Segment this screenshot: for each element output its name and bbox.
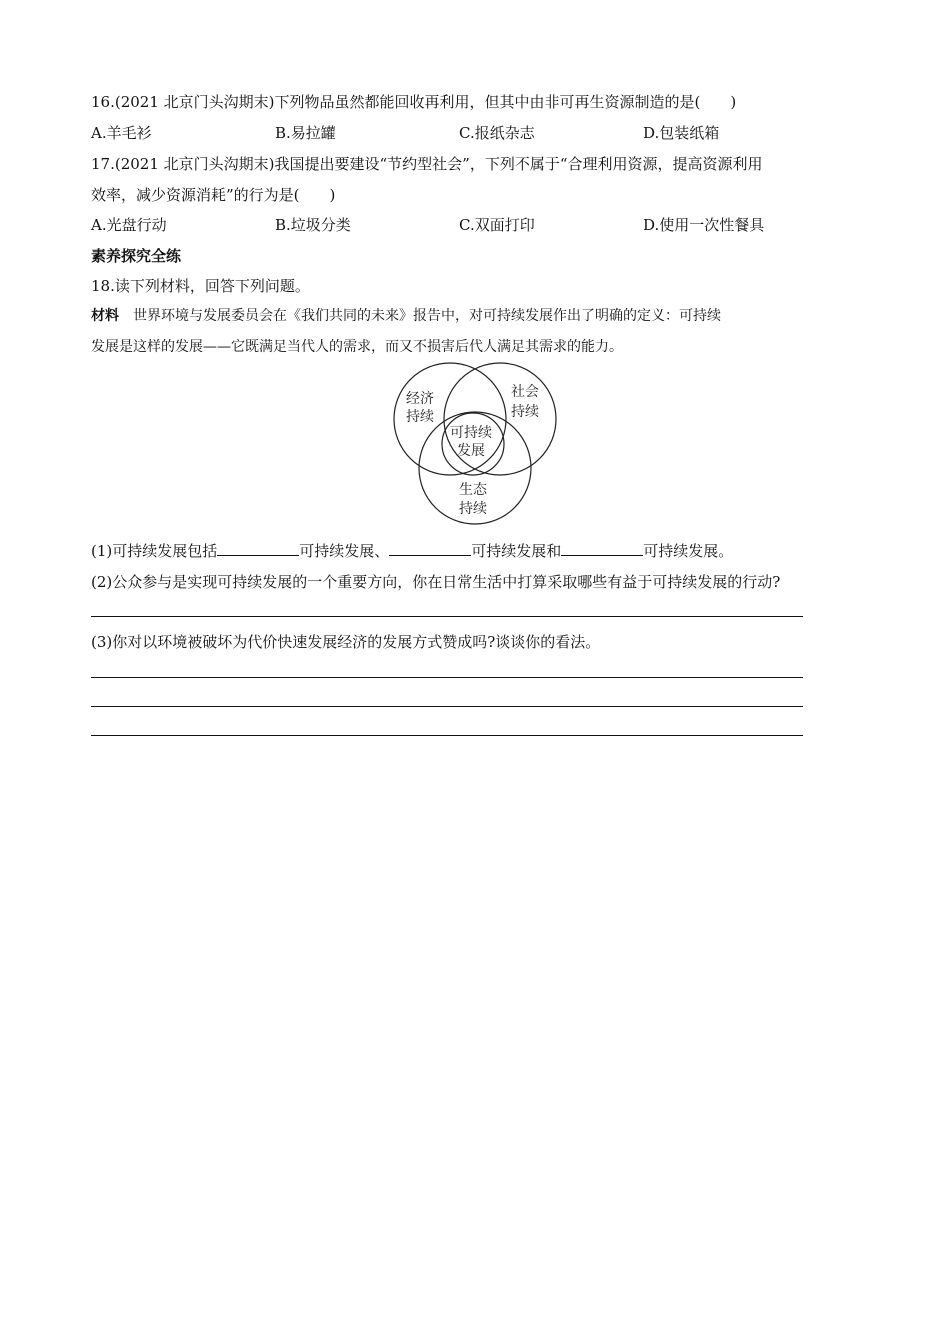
q18-sub1 bbox=[91, 541, 733, 561]
venn-ecology-label-2: 持续 bbox=[459, 501, 487, 517]
material-line1 bbox=[91, 306, 721, 326]
sub1-text-3: 可持续发展和 bbox=[471, 542, 562, 560]
blank-1[interactable] bbox=[217, 541, 299, 556]
q18-sub3: (3)你对以环境被破坏为代价快速发展经济的发展方式赞成吗?谈谈你的看法。 bbox=[91, 633, 601, 651]
section-title: 素养探究全练 bbox=[91, 247, 182, 265]
venn-center-label-2: 发展 bbox=[457, 443, 485, 459]
venn-economy-label-1: 经济 bbox=[406, 391, 434, 407]
q16-option-d[interactable]: D.包装纸箱 bbox=[643, 124, 720, 142]
answer-line-3[interactable] bbox=[91, 706, 803, 707]
venn-society-label-2: 持续 bbox=[511, 404, 539, 420]
material-text-1: 世界环境与发展委员会在《我们共同的未来》报告中，对可持续发展作出了明确的定义：可持续 bbox=[133, 308, 721, 324]
q18-stem: 18.读下列材料，回答下列问题。 bbox=[91, 277, 310, 295]
material-line2: 发展是这样的发展——它既满足当代人的需求，而又不损害后代人满足其需求的能力。 bbox=[91, 339, 623, 355]
answer-line-1[interactable] bbox=[91, 616, 803, 617]
q16-option-b[interactable]: B.易拉罐 bbox=[275, 124, 336, 142]
q17-option-d[interactable]: D.使用一次性餐具 bbox=[643, 216, 765, 234]
q17-option-c[interactable]: C.双面打印 bbox=[459, 216, 535, 234]
sub1-text-1: (1)可持续发展包括 bbox=[91, 542, 218, 560]
q16-option-a[interactable]: A.羊毛衫 bbox=[91, 124, 152, 142]
sub1-text-2: 可持续发展、 bbox=[299, 542, 390, 560]
q17-stem-line2: 效率，减少资源消耗”的行为是( ) bbox=[91, 186, 336, 204]
q18-sub2: (2)公众参与是实现可持续发展的一个重要方向，你在日常生活中打算采取哪些有益于可持续发展的行动? bbox=[91, 573, 781, 591]
venn-diagram bbox=[380, 358, 570, 530]
venn-ecology-label-1: 生态 bbox=[459, 482, 487, 498]
venn-society-label-1: 社会 bbox=[511, 384, 539, 400]
venn-center-label-1: 可持续 bbox=[450, 425, 492, 441]
venn-economy-label-2: 持续 bbox=[406, 409, 434, 425]
blank-2[interactable] bbox=[389, 541, 471, 556]
q17-option-b[interactable]: B.垃圾分类 bbox=[275, 216, 351, 234]
answer-line-2[interactable] bbox=[91, 677, 803, 678]
sub1-text-4: 可持续发展。 bbox=[643, 542, 734, 560]
q17-option-a[interactable]: A.光盘行动 bbox=[91, 216, 167, 234]
q16-option-c[interactable]: C.报纸杂志 bbox=[459, 124, 535, 142]
q17-stem-line1: 17.(2021 北京门头沟期末)我国提出要建设“节约型社会”，下列不属于“合理利用资源，提高资源利用 bbox=[91, 155, 763, 173]
blank-3[interactable] bbox=[561, 541, 643, 556]
q16-stem: 16.(2021 北京门头沟期末)下列物品虽然都能回收再利用，但其中由非可再生资源制造的是( ) bbox=[91, 93, 737, 111]
material-label: 材料 bbox=[91, 308, 119, 324]
answer-line-4[interactable] bbox=[91, 735, 803, 736]
